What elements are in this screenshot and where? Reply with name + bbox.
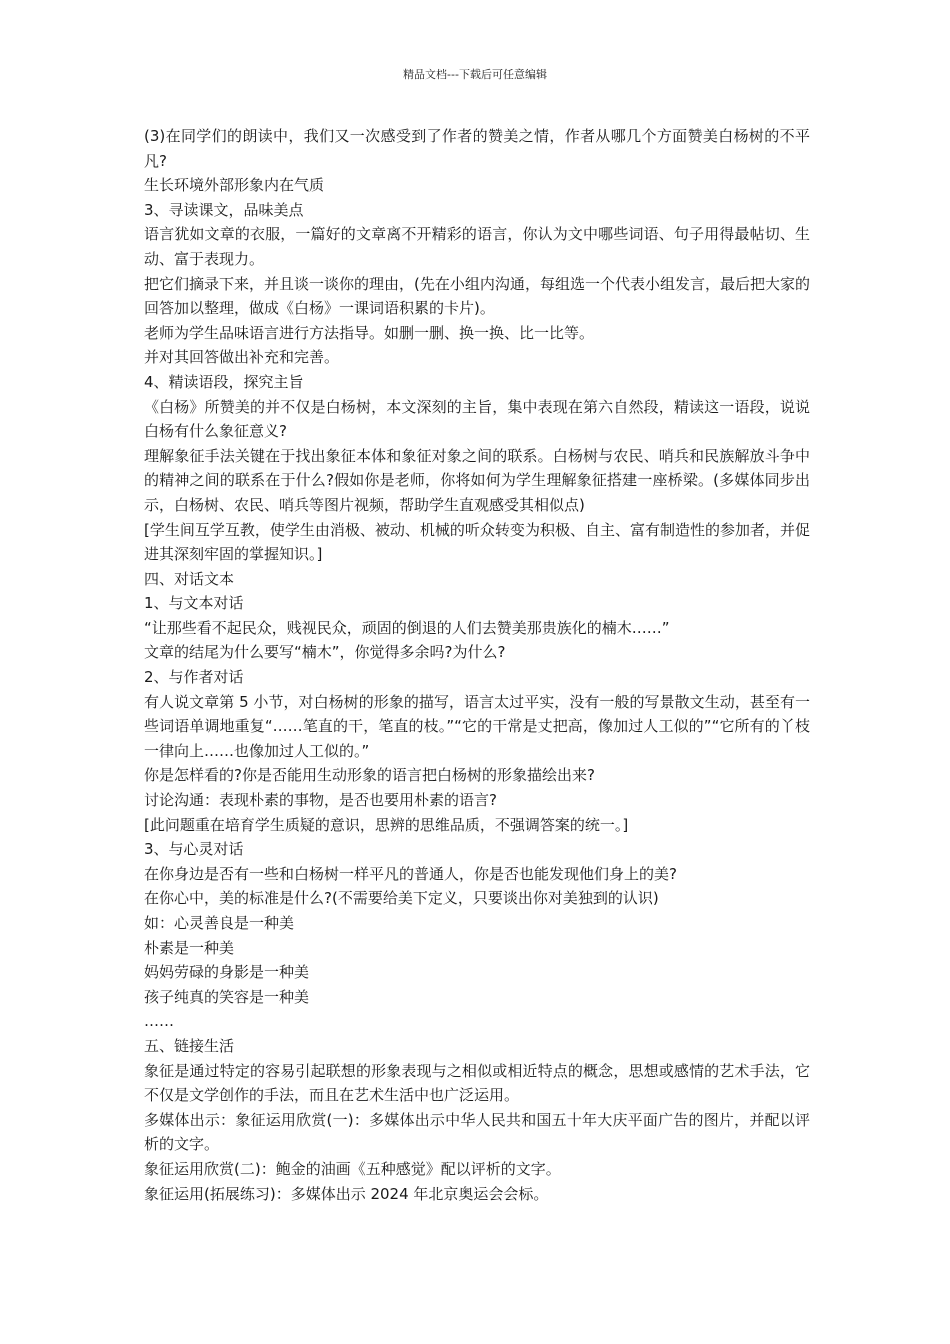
- paragraph: “让那些看不起民众，贱视民众，顽固的倒退的人们去赞美那贵族化的楠木……”: [144, 618, 670, 637]
- document-body: [144, 124, 810, 1206]
- paragraph: 如：心灵善良是一种美: [144, 914, 295, 932]
- paragraph: 在你身边是否有一些和白杨树一样平凡的普通人，你是否也能发现他们身上的美?: [144, 864, 677, 883]
- paragraph: 文章的结尾为什么要写“楠木”，你觉得多余吗?为什么?: [144, 643, 506, 662]
- paragraph: 朴素是一种美: [144, 938, 235, 957]
- paragraph: [学生间互学互教，使学生由消极、被动、机械的听众转变为积极、自主、富有制造性的参加者，并促进其深刻牢固的掌握知识。]: [144, 520, 810, 564]
- section-heading: 五、链接生活: [144, 1036, 235, 1055]
- paragraph: 在你心中，美的标准是什么?(不需要给美下定义，只要谈出你对美独到的认识): [144, 889, 659, 908]
- paragraph: 语言犹如文章的衣服，一篇好的文章离不开精彩的语言，你认为文中哪些词语、句子用得最帖切、生动、富于表现力。: [144, 225, 810, 268]
- section-heading: 4、精读语段，探究主旨: [144, 372, 304, 391]
- section-heading: 1、与文本对话: [144, 594, 244, 613]
- paragraph: 《白杨》所赞美的并不仅是白杨树，本文深刻的主旨，集中表现在第六自然段，精读这一语段，说说白杨有什么象征意义?: [144, 397, 810, 441]
- paragraph: 把它们摘录下来，并且谈一谈你的理由，(先在小组内沟通，每组选一个代表小组发言，最后把大家的回答加以整理，做成《白杨》一课词语积累的卡片)。: [144, 274, 810, 318]
- paragraph: 多媒体出示：象征运用欣赏(一)：多媒体出示中华人民共和国五十年大庆平面广告的图片，并配以评析的文字。: [144, 1110, 810, 1154]
- paragraph: 你是怎样看的?你是否能用生动形象的语言把白杨树的形象描绘出来?: [144, 766, 595, 785]
- section-heading: 3、与心灵对话: [144, 840, 244, 859]
- paragraph: 象征运用欣赏(二)：鲍金的油画《五种感觉》配以评析的文字。: [144, 1159, 561, 1178]
- paragraph: 并对其回答做出补充和完善。: [144, 348, 340, 367]
- paragraph: (3)在同学们的朗读中，我们又一次感受到了作者的赞美之情，作者从哪几个方面赞美白杨树的不平凡?: [144, 127, 810, 170]
- page-header: 精品文档---下载后可任意编辑: [403, 68, 547, 81]
- section-heading: 3、寻读课文，品味美点: [144, 200, 304, 219]
- paragraph: 妈妈劳碌的身影是一种美: [144, 963, 310, 982]
- paragraph: 孩子纯真的笑容是一种美: [144, 987, 310, 1006]
- paragraph: 有人说文章第 5 小节，对白杨树的形象的描写，语言太过平实，没有一般的写景散文生动，甚至有一些词语单调地重复“……笔直的干，笔直的枝。”“它的干常是丈把高，像加过人工似的”“它所有的丫枝一律向上……也像加过人工似的。”: [144, 692, 810, 760]
- paragraph: 老师为学生品味语言进行方法指导。如删一删、换一换、比一比等。: [144, 323, 595, 342]
- paragraph: 生长环境外部形象内在气质: [144, 176, 325, 195]
- paragraph: 理解象征手法关键在于找出象征本体和象征对象之间的联系。白杨树与农民、哨兵和民族解放斗争中的精神之间的联系在于什么?假如你是老师，你将如何为学生理解象征搭建一座桥梁。(多媒体同步出示，白杨树、农民、哨兵等图片视频，帮助学生直观感受其相似点): [144, 446, 810, 514]
- paragraph: 象征是通过特定的容易引起联想的形象表现与之相似或相近特点的概念，思想或感情的艺术手法，它不仅是文学创作的手法，而且在艺术生活中也广泛运用。: [144, 1061, 810, 1105]
- section-heading: 四、对话文本: [144, 569, 235, 588]
- paragraph: 象征运用(拓展练习)：多媒体出示 2024 年北京奥运会会标。: [144, 1184, 549, 1203]
- paragraph: [此问题重在培育学生质疑的意识，思辨的思维品质，不强调答案的统一。]: [144, 815, 629, 834]
- section-heading: 2、与作者对话: [144, 668, 244, 687]
- paragraph: ……: [144, 1012, 174, 1031]
- paragraph: 讨论沟通：表现朴素的事物，是否也要用朴素的语言?: [144, 791, 497, 810]
